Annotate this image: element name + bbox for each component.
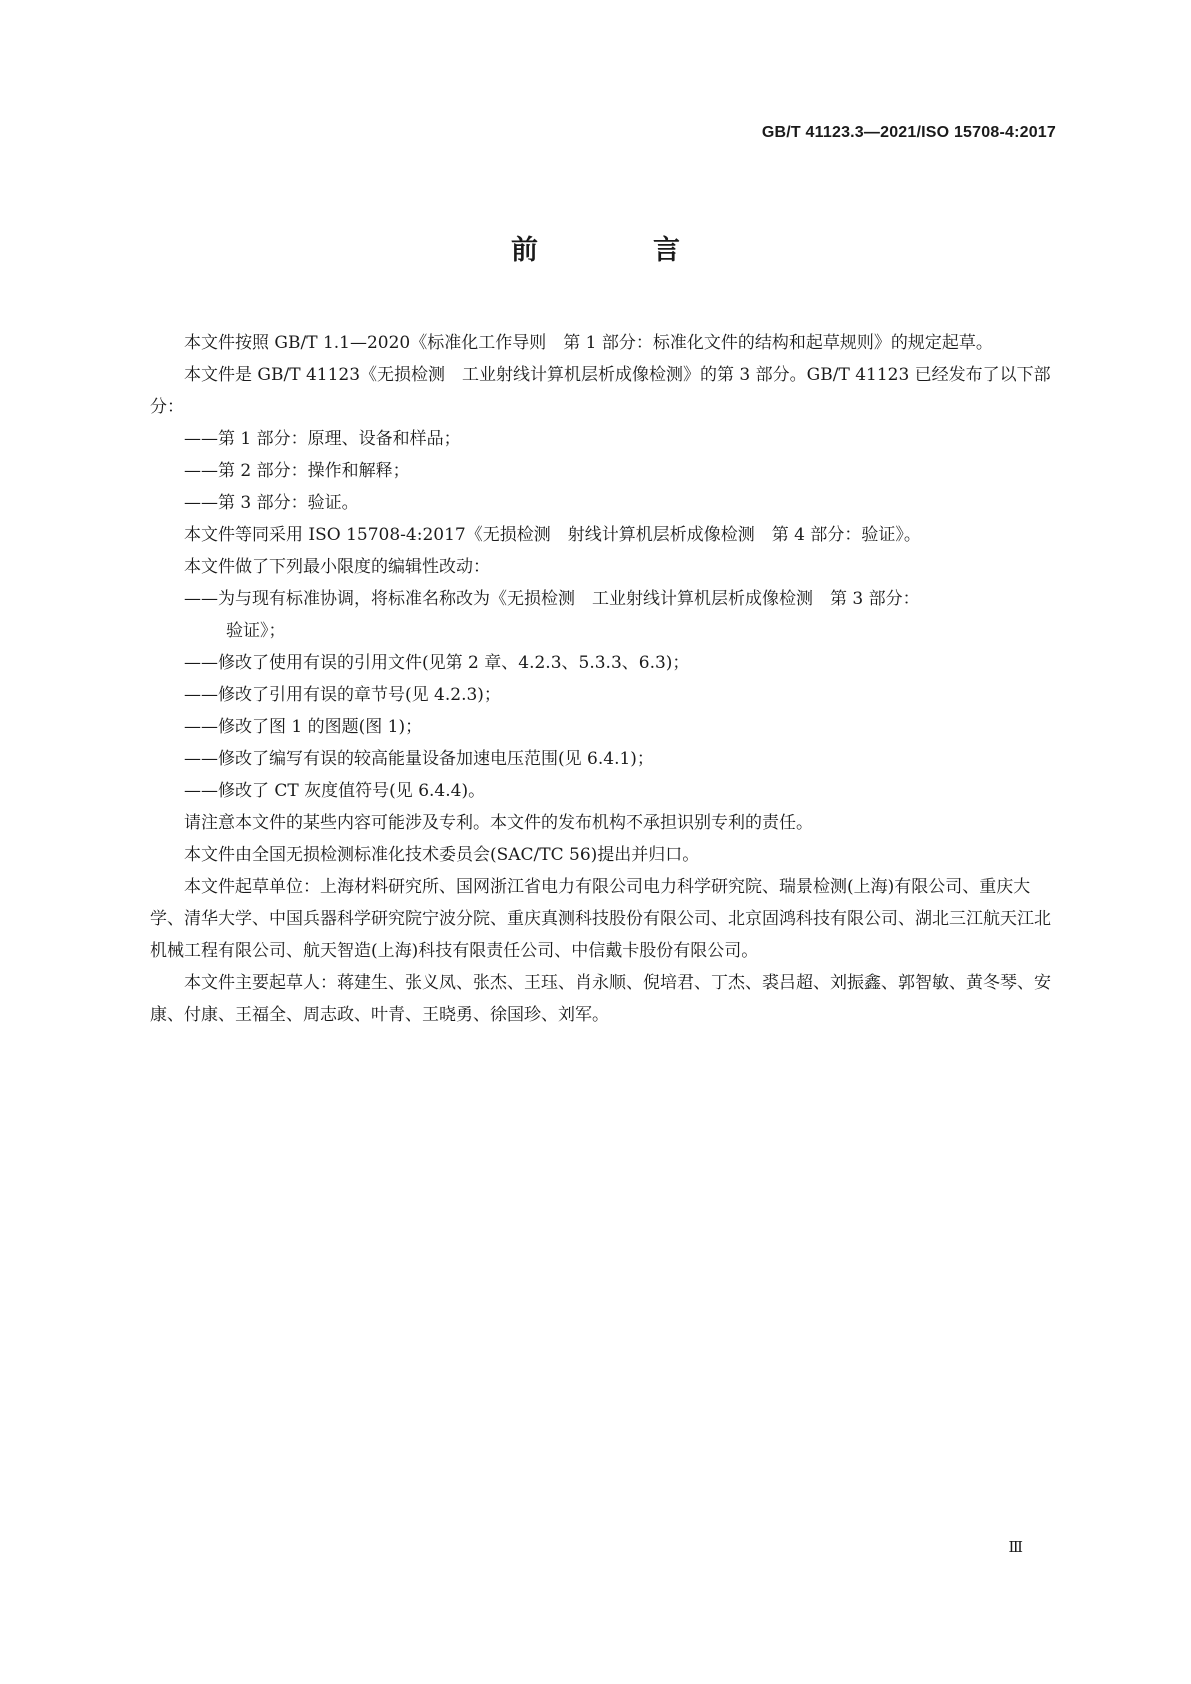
change-1-line-2: 验证》； (226, 621, 286, 641)
page-number: Ⅲ (1008, 1540, 1023, 1556)
list-item-change-5: ——修改了编写有误的较高能量设备加速电压范围(见 6.4.1)； (184, 749, 654, 769)
paragraph-editorial-changes: 本文件做了下列最小限度的编辑性改动： (184, 557, 490, 577)
paragraph-drafting-units: 本文件起草单位：上海材料研究所、国网浙江省电力有限公司电力科学研究院、瑞景检测(上海)有限公司、重庆大学、清华大学、中国兵器科学研究院宁波分院、重庆真测科技股份有限公司、北京固鸿科技有限公司、湖北三江航天江北机械工程有限公司、航天智造(上海)科技有限责任公司、中信戴卡股份有限公司。 (150, 877, 1051, 961)
list-item-part-1: ——第 1 部分：原理、设备和样品； (184, 429, 461, 449)
change-1-line-1: ——为与现有标准协调，将标准名称改为《无损检测 工业射线计算机层析成像检测 第 3 部分： (184, 589, 920, 609)
list-item-part-3: ——第 3 部分：验证。 (184, 493, 359, 513)
paragraph-drafters: 本文件主要起草人：蒋建生、张义凤、张杰、王珏、肖永顺、倪培君、丁杰、裘吕超、刘振鑫、郭智敏、黄冬琴、安康、付康、王福全、周志政、叶青、王晓勇、徐国珍、刘军。 (150, 973, 1051, 1025)
paragraph-series-intro: 本文件是 GB/T 41123《无损检测 工业射线计算机层析成像检测》的第 3 部分。GB/T 41123 已经发布了以下部分： (150, 365, 1051, 417)
list-item-change-1 (150, 583, 1056, 647)
standard-number-header: GB/T 41123.3—2021/ISO 15708-4:2017 (761, 124, 1056, 141)
list-item-change-6: ——修改了 CT 灰度值符号(见 6.4.4)。 (184, 781, 486, 801)
list-item-change-4: ——修改了图 1 的图题(图 1)； (184, 717, 423, 737)
list-item-change-2: ——修改了使用有误的引用文件(见第 2 章、4.2.3、5.3.3、6.3)； (184, 653, 690, 673)
list-item-change-3: ——修改了引用有误的章节号(见 4.2.3)； (184, 685, 501, 705)
paragraph-drafting-rules: 本文件按照 GB/T 1.1—2020《标准化工作导则 第 1 部分：标准化文件的结构和起草规则》的规定起草。 (184, 333, 993, 353)
paragraph-iso-adoption: 本文件等同采用 ISO 15708-4:2017《无损检测 射线计算机层析成像检测 第 4 部分：验证》。 (184, 525, 921, 545)
foreword-body (150, 327, 1056, 1031)
list-item-part-2: ——第 2 部分：操作和解释； (184, 461, 410, 481)
paragraph-committee: 本文件由全国无损检测标准化技术委员会(SAC/TC 56)提出并归口。 (184, 845, 700, 865)
paragraph-patent-notice: 请注意本文件的某些内容可能涉及专利。本文件的发布机构不承担识别专利的责任。 (184, 813, 813, 833)
page-title: 前 言 (511, 235, 724, 266)
